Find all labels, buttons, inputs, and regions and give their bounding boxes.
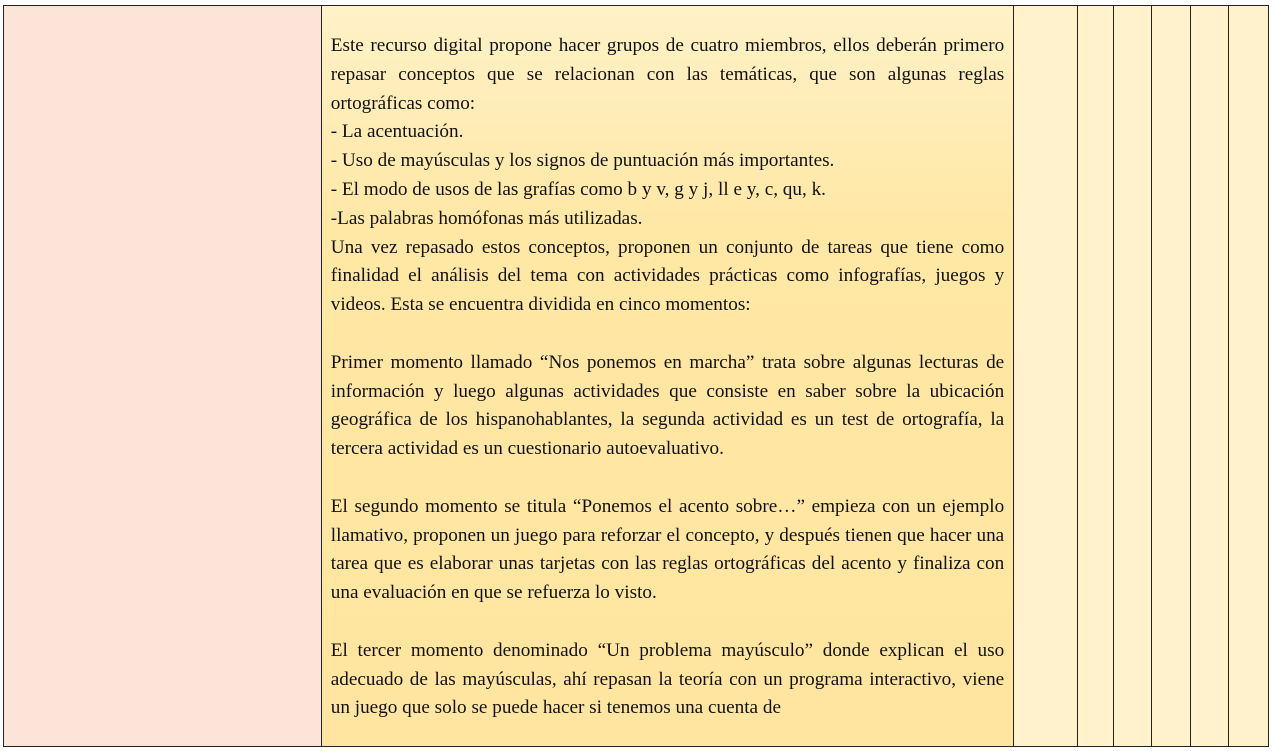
- moment-1-paragraph: Primer momento llamado “Nos ponemos en marcha” trata sobre algunas lecturas de información y luego algunas actividades que consiste en saber sobre la ubicación geográfica de los hispanohablantes, la segunda actividad es un test de ortografía, la tercera actividad es un cuestionario autoevaluativo.: [330, 351, 1005, 460]
- left-cell: [4, 6, 322, 746]
- moment-2-paragraph: El segundo momento se titula “Ponemos el acento sobre…” empieza con un ejemplo llamativo, proponen un juego para reforzar el concepto, y después tienen que hacer una tarea que es elaborar unas tarjetas con las reglas ortográficas del acento y finaliza con una evaluación en que se refuerza lo visto.: [330, 495, 1005, 604]
- description-text: [331, 32, 1004, 723]
- intro-paragraph: Este recurso digital propone hacer grupos de cuatro miembros, ellos deberán primero repasar conceptos que se relacionan con las temáticas, que son algunas reglas ortográficas como:: [330, 35, 1005, 114]
- rating-cell-3: [1114, 6, 1152, 746]
- summary-paragraph: Una vez repasado estos conceptos, proponen un conjunto de tareas que tiene como finalidad el análisis del tema con actividades prácticas como infografías, juegos y videos. Esta se encuentra dividida en cinco momentos:: [330, 236, 1005, 316]
- table: [3, 5, 1269, 747]
- rule-item: - La acentuación.: [330, 121, 464, 143]
- rule-item: - Uso de mayúsculas y los signos de puntuación más importantes.: [330, 150, 835, 172]
- rule-item: - El modo de usos de las grafías como b y v, g y j, ll e y, c, qu, k.: [330, 178, 826, 200]
- rating-cell-4: [1152, 6, 1191, 746]
- rating-cell-6: [1229, 6, 1268, 746]
- rule-item: -Las palabras homófonas más utilizadas.: [330, 207, 643, 229]
- moment-3-paragraph: El tercer momento denominado “Un problema mayúsculo” donde explican el uso adecuado de las mayúsculas, ahí repasan la teoría con un programa interactivo, viene un juego que solo se puede hacer si tenemos una cuenta de: [330, 639, 1005, 719]
- rating-cell-2: [1078, 6, 1114, 746]
- rating-cell-5: [1191, 6, 1229, 746]
- description-cell: [322, 6, 1014, 746]
- rating-cell-1: [1014, 6, 1078, 746]
